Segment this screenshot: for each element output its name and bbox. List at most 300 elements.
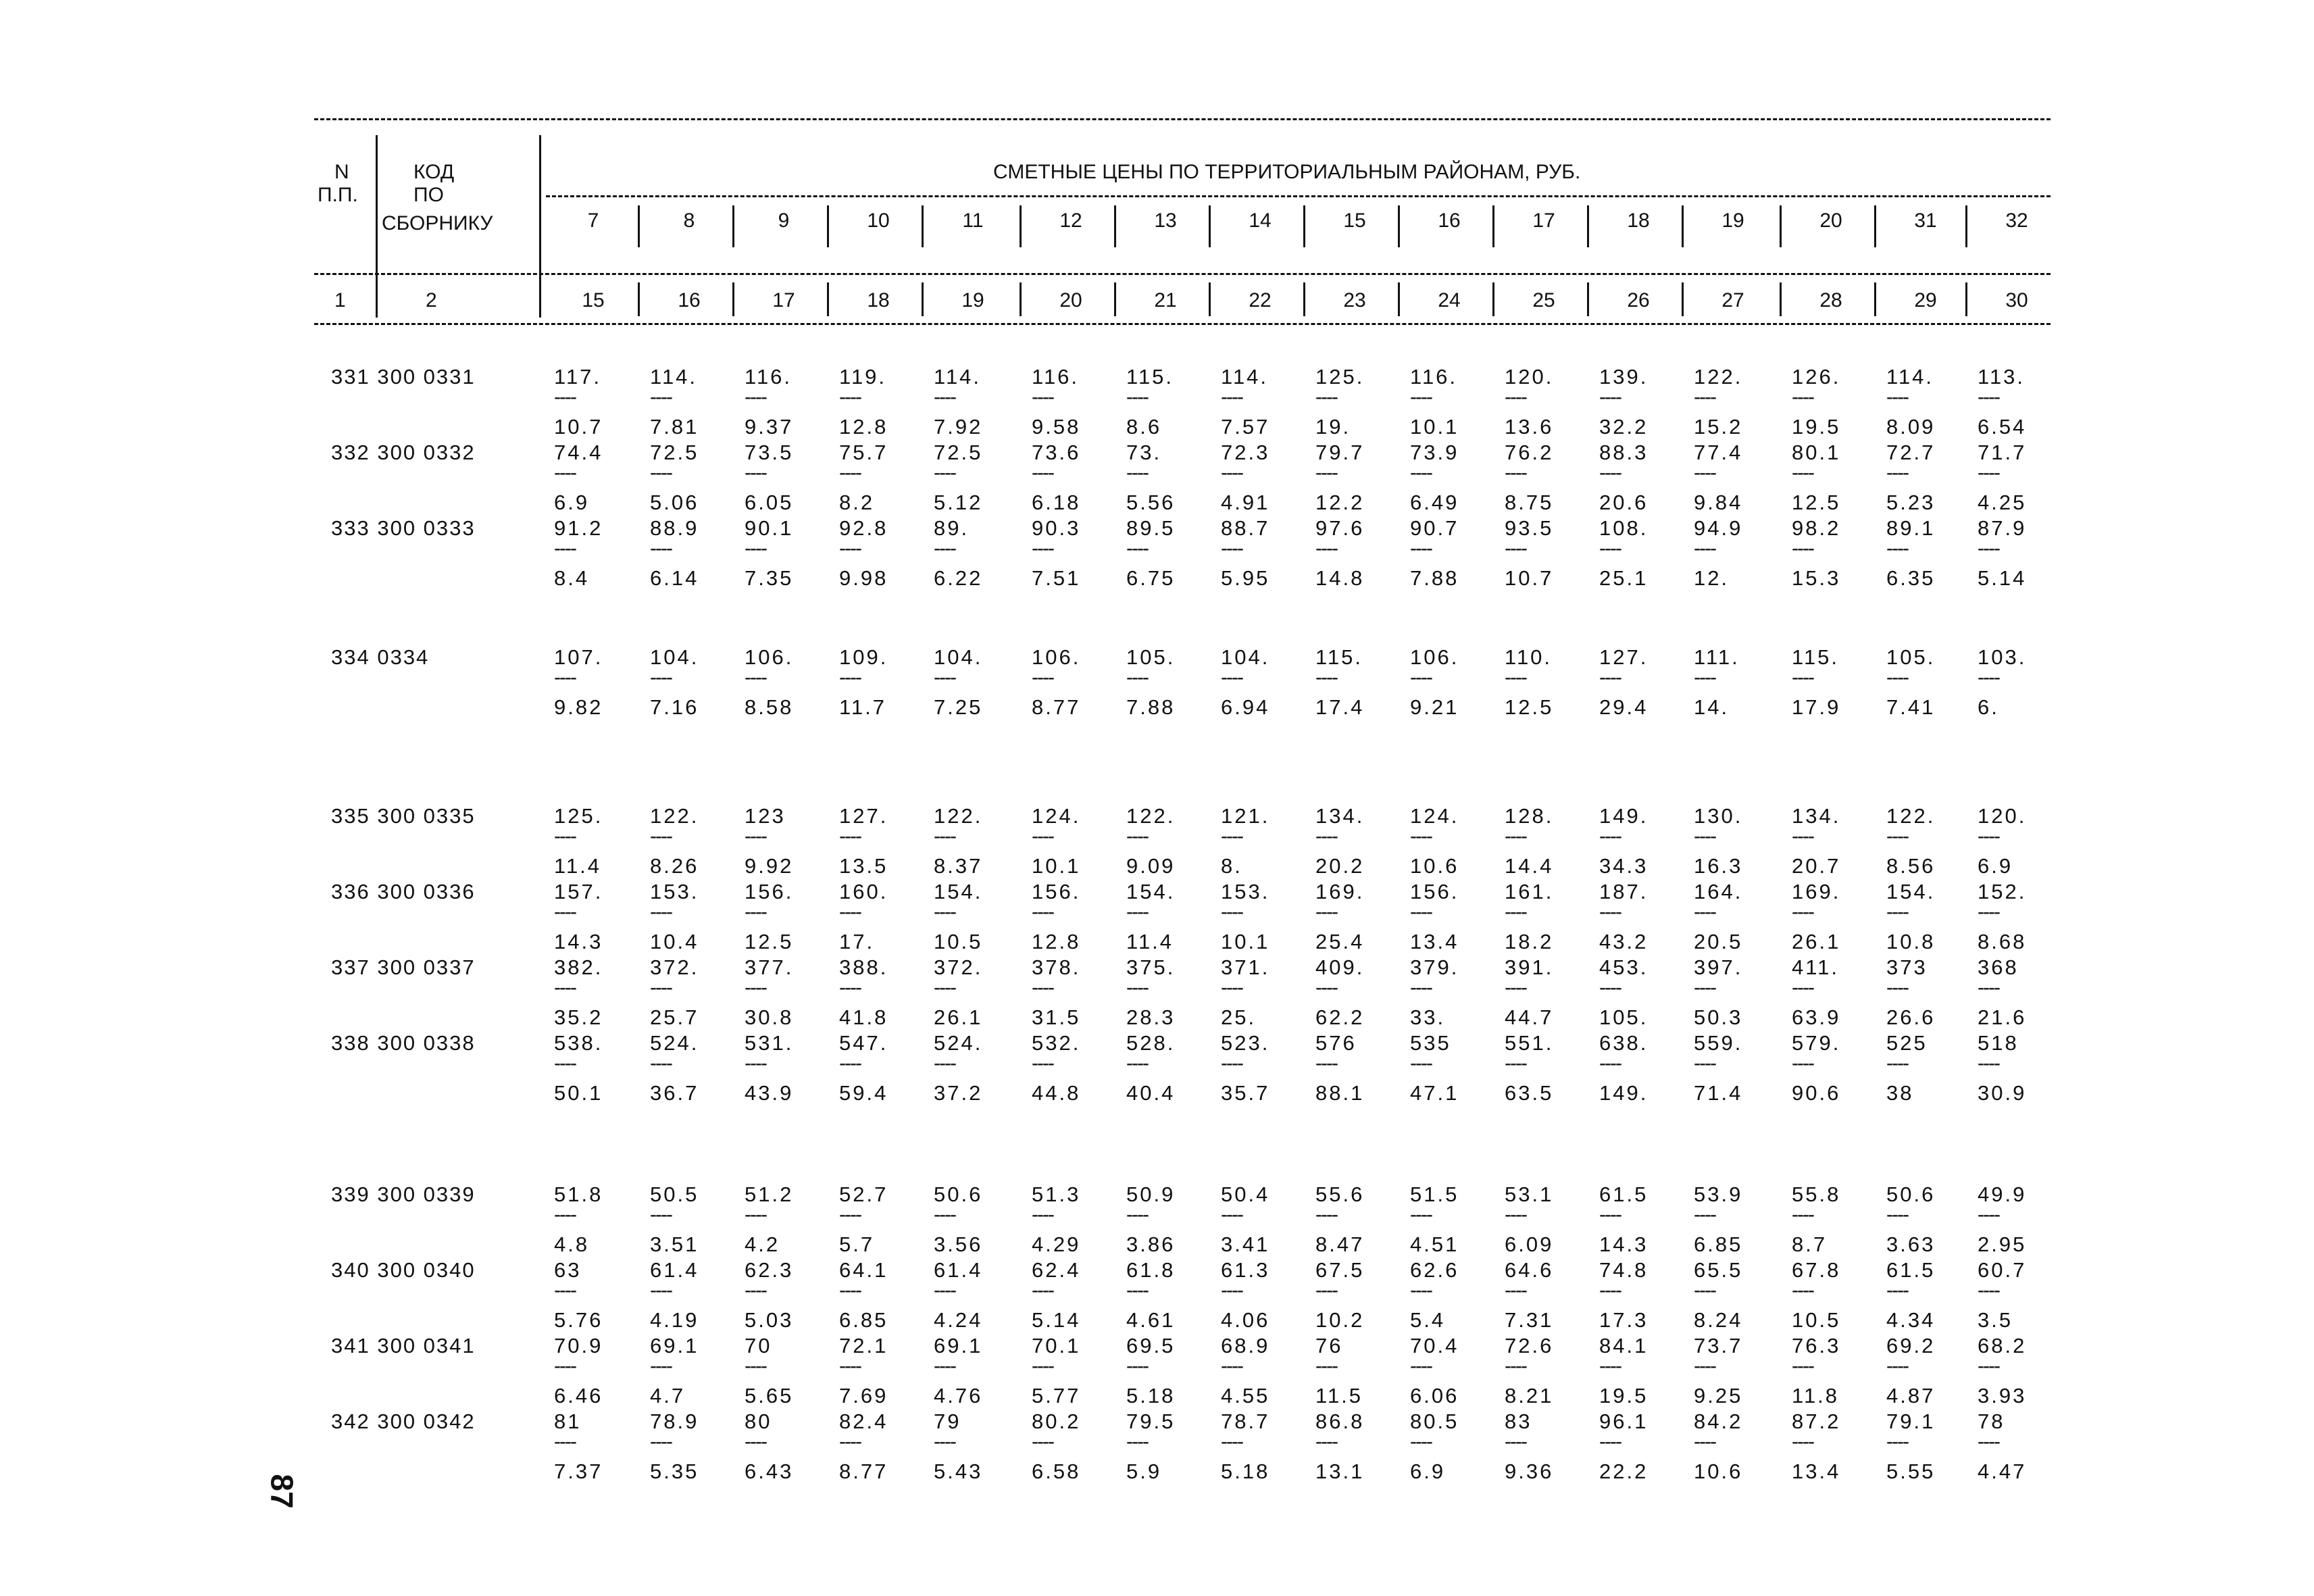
fraction-bar: ----: [1410, 1279, 1432, 1301]
fraction-bar: ----: [1221, 825, 1242, 847]
price-value: 117.: [554, 365, 602, 389]
price-value-secondary: 17.: [839, 930, 875, 953]
price-value-secondary: 12.5: [1792, 491, 1841, 514]
row-code-label: 335 300 0335: [331, 804, 476, 828]
price-value-secondary: 12.5: [1505, 695, 1554, 719]
fraction-bar: ----: [1032, 825, 1053, 847]
price-value: 128.: [1505, 804, 1554, 828]
fraction-bar: ----: [1886, 1430, 1908, 1453]
price-value-secondary: 8.4: [554, 566, 590, 590]
fraction-bar: ----: [1978, 1052, 1999, 1074]
price-value: 49.9: [1978, 1182, 2027, 1206]
price-value-secondary: 9.84: [1694, 491, 1743, 514]
price-value-secondary: 7.92: [934, 415, 983, 439]
price-value: 73.6: [1032, 441, 1081, 464]
fraction-bar: ----: [554, 901, 576, 923]
price-value-secondary: 6.9: [1410, 1460, 1446, 1483]
price-value-secondary: 3.93: [1978, 1384, 2027, 1407]
fraction-bar: ----: [1505, 825, 1526, 847]
fraction-bar: ----: [839, 1430, 861, 1453]
price-value: 79.1: [1886, 1410, 1936, 1433]
fraction-bar: ----: [1886, 976, 1908, 999]
column-divider: [1303, 205, 1305, 247]
price-value: 130.: [1694, 804, 1743, 828]
fraction-bar: ----: [1221, 386, 1242, 408]
page-number: 87: [264, 1474, 300, 1509]
price-value-secondary: 8.24: [1694, 1308, 1743, 1332]
price-value-secondary: 15.2: [1694, 415, 1743, 439]
column-divider: [638, 282, 640, 316]
fraction-bar: ----: [650, 462, 672, 484]
fraction-bar: ----: [839, 386, 861, 408]
price-value: 122.: [1694, 365, 1743, 389]
price-value-secondary: 13.4: [1792, 1460, 1841, 1483]
column-divider: [1492, 205, 1494, 247]
column-divider: [1114, 282, 1116, 316]
price-value: 62.6: [1410, 1258, 1459, 1282]
fraction-bar: ----: [745, 666, 766, 689]
fraction-bar: ----: [934, 976, 955, 999]
price-value-secondary: 19.5: [1599, 1384, 1649, 1407]
price-value: 125.: [1315, 365, 1365, 389]
fraction-bar: ----: [1315, 1052, 1337, 1074]
price-value: 127.: [1599, 645, 1649, 669]
row-code-label: 332 300 0332: [331, 441, 476, 464]
price-value: 50.6: [934, 1182, 983, 1206]
price-value: 78.7: [1221, 1410, 1270, 1433]
price-value-secondary: 6.46: [554, 1384, 603, 1407]
fraction-bar: ----: [1032, 1203, 1053, 1226]
price-value-secondary: 30.9: [1978, 1081, 2027, 1105]
price-value: 104.: [650, 645, 699, 669]
fraction-bar: ----: [554, 1430, 576, 1453]
price-value-secondary: 8.09: [1886, 415, 1936, 439]
header-code-label-2: ПО: [413, 184, 444, 206]
price-value-secondary: 4.25: [1978, 491, 2027, 514]
column-divider: [1209, 282, 1211, 316]
fraction-bar: ----: [1599, 1052, 1621, 1074]
fraction-bar: ----: [1126, 462, 1148, 484]
header-divider: [539, 135, 541, 318]
price-value: 83: [1505, 1410, 1532, 1433]
price-value-secondary: 4.7: [650, 1384, 686, 1407]
price-value: 79.7: [1315, 441, 1365, 464]
price-value-secondary: 5.9: [1126, 1460, 1162, 1483]
price-value-secondary: 88.1: [1315, 1081, 1365, 1105]
column-divider: [1209, 205, 1211, 247]
fraction-bar: ----: [1221, 1279, 1242, 1301]
header-divider: [376, 135, 378, 318]
col-number: 1: [334, 289, 346, 311]
district-header: 17: [1532, 209, 1555, 232]
price-value: 62.3: [745, 1258, 794, 1282]
price-value-secondary: 17.4: [1315, 695, 1365, 719]
fraction-bar: ----: [1599, 825, 1621, 847]
price-value: 80.2: [1032, 1410, 1081, 1433]
fraction-bar: ----: [1410, 462, 1432, 484]
fraction-bar: ----: [1032, 1052, 1053, 1074]
price-value-secondary: 8.75: [1505, 491, 1554, 514]
price-value: 73.7: [1694, 1334, 1743, 1357]
price-value: 64.1: [839, 1258, 888, 1282]
price-value-secondary: 26.1: [934, 1005, 983, 1029]
price-value: 51.2: [745, 1182, 794, 1206]
price-value-secondary: 9.25: [1694, 1384, 1743, 1407]
price-value-secondary: 19.5: [1792, 415, 1841, 439]
price-value-secondary: 6.85: [839, 1308, 888, 1332]
price-value-secondary: 2.95: [1978, 1232, 2027, 1256]
col-number: 21: [1154, 289, 1177, 311]
price-value-secondary: 10.1: [1221, 930, 1270, 953]
fraction-bar: ----: [745, 1279, 766, 1301]
price-value: 91.2: [554, 516, 603, 540]
price-value: 70.4: [1410, 1334, 1459, 1357]
row-code-label: 339 300 0339: [331, 1182, 476, 1206]
fraction-bar: ----: [1315, 1279, 1337, 1301]
column-divider: [827, 205, 829, 247]
col-number: 24: [1438, 289, 1461, 311]
fraction-bar: ----: [1032, 1430, 1053, 1453]
row-code-label: 334 0334: [331, 645, 430, 669]
price-value-secondary: 90.6: [1792, 1081, 1841, 1105]
price-value-secondary: 4.76: [934, 1384, 983, 1407]
price-value: 372.: [650, 955, 699, 979]
price-value-secondary: 8.: [1221, 854, 1242, 878]
price-value: 51.8: [554, 1182, 603, 1206]
column-divider: [1587, 205, 1589, 247]
price-value-secondary: 6.49: [1410, 491, 1459, 514]
price-value-secondary: 4.51: [1410, 1232, 1459, 1256]
fraction-bar: ----: [1886, 386, 1908, 408]
row-code-label: 336 300 0336: [331, 880, 476, 903]
price-value: 72.5: [650, 441, 699, 464]
price-value: 518: [1978, 1031, 2019, 1055]
price-value: 65.5: [1694, 1258, 1743, 1282]
row-code-label: 340 300 0340: [331, 1258, 476, 1282]
column-divider: [1780, 282, 1782, 316]
fraction-bar: ----: [1315, 825, 1337, 847]
price-value: 532.: [1032, 1031, 1081, 1055]
column-divider: [1965, 282, 1967, 316]
fraction-bar: ----: [1978, 666, 1999, 689]
col-number: 27: [1721, 289, 1744, 311]
price-value: 76.2: [1505, 441, 1554, 464]
price-value: 90.3: [1032, 516, 1081, 540]
district-header: 20: [1819, 209, 1842, 232]
price-value: 114.: [1221, 365, 1269, 389]
price-value: 156.: [1410, 880, 1459, 903]
fraction-bar: ----: [1978, 976, 1999, 999]
fraction-bar: ----: [1978, 462, 1999, 484]
price-value: 126.: [1792, 365, 1841, 389]
fraction-bar: ----: [650, 537, 672, 559]
price-value: 116.: [745, 365, 793, 389]
fraction-bar: ----: [1126, 901, 1148, 923]
price-value-secondary: 6.54: [1978, 415, 2027, 439]
fraction-bar: ----: [1792, 462, 1813, 484]
price-value: 87.2: [1792, 1410, 1841, 1433]
fraction-bar: ----: [934, 1052, 955, 1074]
price-value-secondary: 14.3: [554, 930, 603, 953]
price-value-secondary: 15.3: [1792, 566, 1841, 590]
price-value-secondary: 14.3: [1599, 1232, 1649, 1256]
fraction-bar: ----: [1410, 1052, 1432, 1074]
price-value-secondary: 10.5: [934, 930, 983, 953]
price-value: 382.: [554, 955, 603, 979]
price-value-secondary: 6.85: [1694, 1232, 1743, 1256]
price-value: 388.: [839, 955, 888, 979]
price-value: 70.1: [1032, 1334, 1081, 1357]
price-value: 67.5: [1315, 1258, 1365, 1282]
price-value: 61.5: [1599, 1182, 1649, 1206]
price-value: 98.2: [1792, 516, 1841, 540]
price-value-secondary: 5.4: [1410, 1308, 1446, 1332]
fraction-bar: ----: [1792, 976, 1813, 999]
price-value: 84.2: [1694, 1410, 1743, 1433]
fraction-bar: ----: [554, 825, 576, 847]
price-value-secondary: 8.7: [1792, 1232, 1828, 1256]
price-value: 122.: [650, 804, 699, 828]
column-divider: [1020, 205, 1022, 247]
fraction-bar: ----: [1221, 901, 1242, 923]
price-value-secondary: 9.98: [839, 566, 888, 590]
price-value: 115.: [1315, 645, 1363, 669]
fraction-bar: ----: [554, 666, 576, 689]
price-value: 154.: [1126, 880, 1176, 903]
price-value: 528.: [1126, 1031, 1176, 1055]
fraction-bar: ----: [1978, 1203, 1999, 1226]
fraction-bar: ----: [1126, 1052, 1148, 1074]
fraction-bar: ----: [1886, 901, 1908, 923]
price-value-secondary: 9.82: [554, 695, 603, 719]
fraction-bar: ----: [1886, 825, 1908, 847]
price-value-secondary: 10.7: [1505, 566, 1554, 590]
fraction-bar: ----: [934, 537, 955, 559]
price-value: 69.1: [934, 1334, 983, 1357]
price-value-secondary: 25.: [1221, 1005, 1257, 1029]
price-value: 123: [745, 804, 786, 828]
fraction-bar: ----: [1599, 1279, 1621, 1301]
fraction-bar: ----: [1126, 825, 1148, 847]
fraction-bar: ----: [1126, 537, 1148, 559]
fraction-bar: ----: [1886, 537, 1908, 559]
fraction-bar: ----: [1032, 386, 1053, 408]
fraction-bar: ----: [1694, 666, 1715, 689]
fraction-bar: ----: [1694, 1430, 1715, 1453]
price-value: 50.5: [650, 1182, 699, 1206]
price-value: 108.: [1599, 516, 1649, 540]
price-value: 97.6: [1315, 516, 1365, 540]
column-divider: [1965, 205, 1967, 247]
price-value-secondary: 3.86: [1126, 1232, 1176, 1256]
price-value-secondary: 4.91: [1221, 491, 1270, 514]
price-value: 156.: [745, 880, 794, 903]
price-value: 525: [1886, 1031, 1928, 1055]
price-value-secondary: 7.69: [839, 1384, 888, 1407]
price-value: 114.: [650, 365, 698, 389]
price-value-secondary: 8.77: [839, 1460, 888, 1483]
price-value: 411.: [1792, 955, 1840, 979]
fraction-bar: ----: [554, 1355, 576, 1377]
price-value: 52.7: [839, 1182, 888, 1206]
header-n-label: N: [334, 161, 349, 183]
price-value-secondary: 37.2: [934, 1081, 983, 1105]
price-value: 68.2: [1978, 1334, 2027, 1357]
price-value: 93.5: [1505, 516, 1554, 540]
fraction-bar: ----: [1792, 1279, 1813, 1301]
price-value: 89.: [934, 516, 970, 540]
fraction-bar: ----: [745, 1430, 766, 1453]
fraction-bar: ----: [839, 537, 861, 559]
price-value-secondary: 4.8: [554, 1232, 590, 1256]
price-value-secondary: 9.09: [1126, 854, 1176, 878]
price-value: 84.1: [1599, 1334, 1649, 1357]
price-value-secondary: 6.06: [1410, 1384, 1459, 1407]
price-value-secondary: 14.4: [1505, 854, 1554, 878]
price-value-secondary: 7.51: [1032, 566, 1081, 590]
price-value: 82.4: [839, 1410, 888, 1433]
price-value-secondary: 10.4: [650, 930, 699, 953]
fraction-bar: ----: [1978, 1430, 1999, 1453]
fraction-bar: ----: [1694, 1279, 1715, 1301]
col-number: 25: [1532, 289, 1555, 311]
price-value-secondary: 3.51: [650, 1232, 699, 1256]
price-value-secondary: 29.4: [1599, 695, 1649, 719]
price-value: 68.9: [1221, 1334, 1270, 1357]
price-value: 78: [1978, 1410, 2005, 1433]
fraction-bar: ----: [839, 1355, 861, 1377]
fraction-bar: ----: [1792, 825, 1813, 847]
price-value-secondary: 10.1: [1410, 415, 1459, 439]
price-value: 88.3: [1599, 441, 1649, 464]
price-value: 156.: [1032, 880, 1081, 903]
price-value-secondary: 35.7: [1221, 1081, 1270, 1105]
price-value-secondary: 6.22: [934, 566, 983, 590]
price-value: 160.: [839, 880, 888, 903]
fraction-bar: ----: [1886, 462, 1908, 484]
price-value: 86.8: [1315, 1410, 1365, 1433]
price-value-secondary: 5.55: [1886, 1460, 1936, 1483]
row-code-label: 331 300 0331: [331, 365, 476, 389]
column-divider: [1587, 282, 1589, 316]
fraction-bar: ----: [839, 976, 861, 999]
fraction-bar: ----: [1505, 462, 1526, 484]
price-value: 115.: [1126, 365, 1174, 389]
price-value: 139.: [1599, 365, 1649, 389]
fraction-bar: ----: [650, 825, 672, 847]
column-divider: [827, 282, 829, 316]
price-value-secondary: 6.9: [554, 491, 590, 514]
fraction-bar: ----: [1315, 386, 1337, 408]
price-value-secondary: 44.8: [1032, 1081, 1081, 1105]
price-value-secondary: 5.23: [1886, 491, 1936, 514]
fraction-bar: ----: [1978, 825, 1999, 847]
price-value: 116.: [1410, 365, 1458, 389]
price-value-secondary: 18.2: [1505, 930, 1554, 953]
price-value: 94.9: [1694, 516, 1743, 540]
price-value-secondary: 26.6: [1886, 1005, 1936, 1029]
fraction-bar: ----: [554, 1052, 576, 1074]
price-value: 51.3: [1032, 1182, 1081, 1206]
price-value-secondary: 7.35: [745, 566, 794, 590]
fraction-bar: ----: [1599, 462, 1621, 484]
price-value-secondary: 8.2: [839, 491, 875, 514]
price-value: 547.: [839, 1031, 888, 1055]
price-value: 134.: [1792, 804, 1841, 828]
fraction-bar: ----: [839, 462, 861, 484]
price-value-secondary: 33.: [1410, 1005, 1446, 1029]
header-title: СМЕТНЫЕ ЦЕНЫ ПО ТЕРРИТОРИАЛЬНЫМ РАЙОНАМ, РУБ.: [993, 161, 1581, 183]
price-value-secondary: 5.76: [554, 1308, 603, 1332]
price-value-secondary: 25.4: [1315, 930, 1365, 953]
price-value: 71.7: [1978, 441, 2027, 464]
price-value: 149.: [1599, 804, 1649, 828]
price-value: 61.3: [1221, 1258, 1270, 1282]
col-number: 28: [1819, 289, 1842, 311]
district-header: 19: [1721, 209, 1744, 232]
price-value-secondary: 43.2: [1599, 930, 1649, 953]
price-value: 104.: [934, 645, 983, 669]
price-value-secondary: 8.37: [934, 854, 983, 878]
price-value-secondary: 4.19: [650, 1308, 699, 1332]
price-value: 453.: [1599, 955, 1649, 979]
column-divider: [1874, 282, 1876, 316]
fraction-bar: ----: [1126, 666, 1148, 689]
price-value: 169.: [1792, 880, 1841, 903]
fraction-bar: ----: [745, 1203, 766, 1226]
price-value-secondary: 10.2: [1315, 1308, 1365, 1332]
fraction-bar: ----: [1505, 666, 1526, 689]
price-value: 73.9: [1410, 441, 1459, 464]
fraction-bar: ----: [934, 1203, 955, 1226]
fraction-bar: ----: [650, 901, 672, 923]
price-value-secondary: 7.81: [650, 415, 699, 439]
fraction-bar: ----: [839, 1052, 861, 1074]
price-value: 122.: [1886, 804, 1936, 828]
fraction-bar: ----: [839, 901, 861, 923]
price-value: 559.: [1694, 1031, 1743, 1055]
fraction-bar: ----: [1410, 1430, 1432, 1453]
fraction-bar: ----: [1221, 1430, 1242, 1453]
price-value: 164.: [1694, 880, 1743, 903]
price-value: 80: [745, 1410, 772, 1433]
fraction-bar: ----: [745, 1052, 766, 1074]
fraction-bar: ----: [1505, 1355, 1526, 1377]
header-top-rule: [314, 118, 2051, 120]
fraction-bar: ----: [650, 386, 672, 408]
price-value-secondary: 43.9: [745, 1081, 794, 1105]
fraction-bar: ----: [1032, 976, 1053, 999]
price-value-secondary: 4.47: [1978, 1460, 2027, 1483]
price-value: 55.6: [1315, 1182, 1365, 1206]
price-value: 105.: [1126, 645, 1176, 669]
price-value-secondary: 12.: [1694, 566, 1730, 590]
fraction-bar: ----: [1221, 537, 1242, 559]
price-value: 70: [745, 1334, 772, 1357]
fraction-bar: ----: [1126, 976, 1148, 999]
price-value-secondary: 5.03: [745, 1308, 794, 1332]
fraction-bar: ----: [1694, 825, 1715, 847]
fraction-bar: ----: [1792, 386, 1813, 408]
price-value: 120.: [1505, 365, 1554, 389]
price-value-secondary: 50.3: [1694, 1005, 1743, 1029]
price-value-secondary: 5.18: [1221, 1460, 1270, 1483]
price-value: 76: [1315, 1334, 1343, 1357]
fraction-bar: ----: [1505, 1203, 1526, 1226]
price-value: 80.1: [1792, 441, 1841, 464]
price-value: 113.: [1978, 365, 2026, 389]
row-code-label: 337 300 0337: [331, 955, 476, 979]
